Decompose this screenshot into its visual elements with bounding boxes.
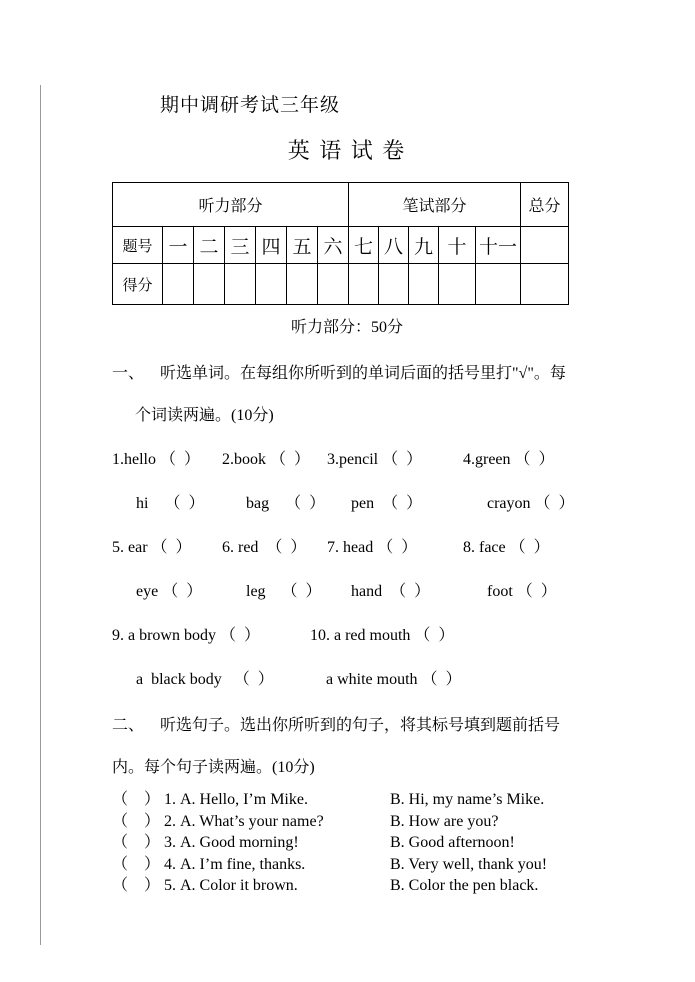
sentence-option-b: B. How are you?: [390, 812, 499, 830]
written-section-header: 笔试部分: [349, 183, 521, 227]
question-number-row: [113, 227, 569, 264]
question-number: 五: [287, 227, 318, 264]
word-option: 1.hello （ ）: [112, 451, 200, 468]
word-option: hi （ ）: [136, 495, 205, 512]
sentence-choice-row: [112, 789, 582, 811]
word-choice-row: [112, 494, 582, 513]
score-blank-cell: [287, 264, 318, 305]
page-margin-line: [40, 85, 41, 945]
word-option: 2.book （ ）: [222, 451, 311, 468]
question-number: 二: [194, 227, 225, 264]
word-choice-row: [112, 538, 582, 557]
question-number: 一: [163, 227, 194, 264]
question-number: 四: [256, 227, 287, 264]
word-choice-row: [112, 670, 582, 689]
sentence-option-a: （ ） 5. A. Color it brown.: [112, 877, 298, 894]
score-blank-cell: [225, 264, 256, 305]
question-number: 六: [318, 227, 349, 264]
score-blank-cell: [163, 264, 194, 305]
score-blank-cell: [256, 264, 287, 305]
score-table-header-row: [113, 183, 569, 227]
score-row: [113, 264, 569, 305]
score-blank-cell: [349, 264, 379, 305]
score-table: [112, 182, 569, 305]
word-option: pen （ ）: [351, 495, 423, 512]
question-number: 七: [349, 227, 379, 264]
question-row-label: 题号: [113, 227, 163, 264]
word-option: a black body （ ）: [136, 671, 274, 688]
word-option: hand （ ）: [351, 583, 431, 600]
word-option: foot （ ）: [487, 583, 557, 600]
score-blank-cell: [194, 264, 225, 305]
section2-number: 二、: [112, 717, 145, 734]
exam-content: [112, 95, 582, 897]
score-blank-cell: [318, 264, 349, 305]
word-option: 8. face （ ）: [463, 539, 550, 556]
sentence-choice-row: [112, 875, 582, 897]
sentence-option-b: B. Good afternoon!: [390, 834, 515, 851]
sentence-option-a: （ ） 4. A. I’m fine, thanks.: [112, 855, 306, 873]
word-choice-row: [112, 450, 582, 469]
word-option: crayon （ ）: [487, 495, 575, 512]
sentence-option-a: （ ） 2. A. What’s your name?: [112, 812, 324, 830]
word-option: leg （ ）: [246, 583, 322, 600]
word-option: 4.green （ ）: [463, 451, 555, 468]
word-option: 3.pencil （ ）: [327, 451, 423, 468]
word-option: 7. head （ ）: [327, 539, 418, 556]
section1-instruction-line1: 听选单词。在每组你所听到的单词后面的括号里打"√"。每: [160, 365, 566, 382]
word-option: bag （ ）: [246, 495, 326, 512]
sentence-option-a: （ ） 3. A. Good morning!: [112, 834, 299, 851]
word-option: a white mouth （ ）: [326, 671, 462, 688]
section1-number: 一、: [112, 365, 145, 382]
sentence-option-b: B. Hi, my name’s Mike.: [390, 791, 545, 808]
question-number: 九: [409, 227, 439, 264]
question-number: 三: [225, 227, 256, 264]
word-option: 5. ear （ ）: [112, 539, 192, 556]
sentence-option-b: B. Color the pen black.: [390, 877, 539, 894]
score-blank-cell: [409, 264, 439, 305]
score-blank-cell: [379, 264, 409, 305]
word-option: eye （ ）: [136, 583, 203, 600]
section2-heading: [112, 716, 582, 735]
sentence-option-a: （ ） 1. A. Hello, I’m Mike.: [112, 791, 308, 808]
listening-part-score: 听力部分：50分: [290, 319, 403, 336]
total-blank-cell: [521, 227, 569, 264]
total-score-header: 总分: [521, 183, 569, 227]
exam-title: 期中调研考试三年级: [160, 95, 341, 116]
listening-section-header: 听力部分: [113, 183, 349, 227]
section1-heading: [112, 364, 582, 383]
word-choice-row: [112, 626, 582, 645]
section1-instruction-line2: 个词读两遍。(10分): [135, 407, 274, 424]
word-option: 10. a red mouth （ ）: [310, 627, 455, 644]
question-number: 十: [439, 227, 476, 264]
score-blank-cell: [521, 264, 569, 305]
score-row-label: 得分: [113, 264, 163, 305]
sentence-option-b: B. Very well, thank you!: [390, 855, 548, 873]
sentence-choice-row: [112, 832, 582, 854]
word-choice-row: [112, 582, 582, 601]
score-blank-cell: [439, 264, 476, 305]
word-option: 9. a brown body （ ）: [112, 627, 260, 644]
word-option: 6. red （ ）: [222, 539, 307, 556]
section2-instruction-line1: 听选句子。选出你所听到的句子，将其标号填到题前括号: [160, 717, 561, 734]
sentence-choice-row: [112, 811, 582, 833]
sentence-choice-row: [112, 854, 582, 876]
section2-instruction-line2: 内。每个句子读两遍。(10分): [112, 759, 315, 776]
question-number: 八: [379, 227, 409, 264]
question-number: 十一: [476, 227, 521, 264]
paper-title: 英 语 试 卷: [287, 138, 407, 163]
score-blank-cell: [476, 264, 521, 305]
